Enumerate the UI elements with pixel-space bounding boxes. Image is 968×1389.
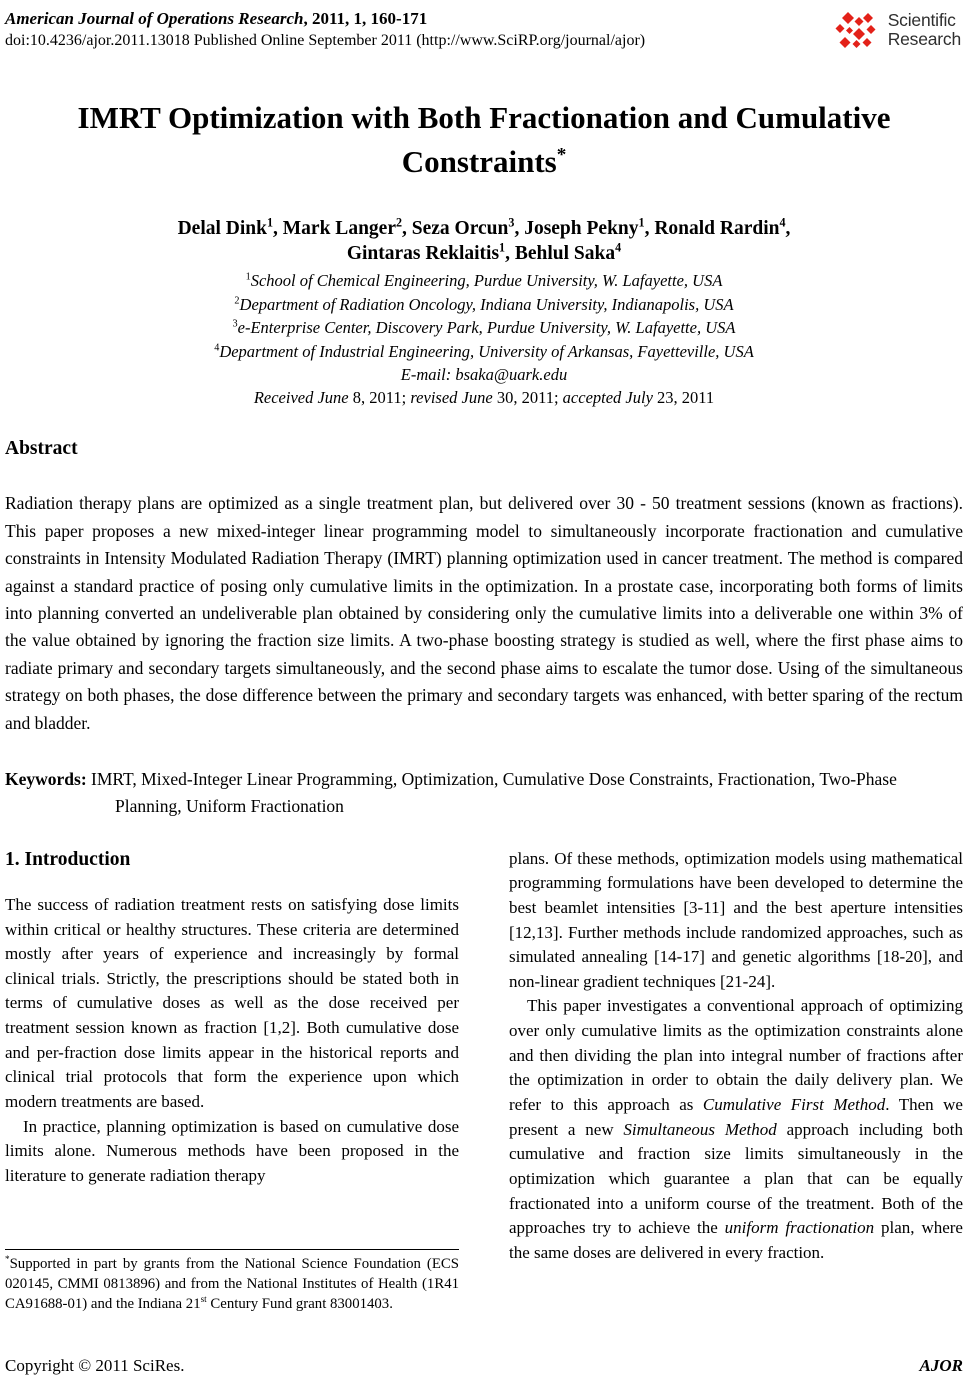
authors-line-2: Gintaras Reklaitis$^1$, Behlul Saka$^4$: [346, 240, 622, 264]
doi-line: doi:10.4236/ajor.2011.13018 Published Online September 2011 (http://www.SciRP.org/journal/ajor): [5, 32, 646, 50]
right-column: [509, 847, 963, 1315]
authors-block: [5, 216, 963, 267]
affiliations-block: [5, 269, 963, 363]
received-line: Received June 8, 2011; revised June 30, 2011; accepted July 23, 2011: [253, 388, 715, 408]
keywords-label: Keywords:: [5, 769, 87, 790]
page-header: [5, 8, 963, 52]
affiliation-line-4: $^4$Department of Industrial Engineering, University of Arkansas, Fayetteville, USA: [214, 341, 754, 361]
publisher-logo: [835, 10, 961, 50]
affiliation-line-1: $^1$School of Chemical Engineering, Purdue University, W. Lafayette, USA: [245, 271, 723, 291]
journal-abbreviation: AJOR: [919, 1356, 963, 1375]
keywords-block: [5, 766, 963, 820]
paper-title: IMRT Optimization with Both Fractionation and Cumulative Constraints*: [77, 99, 891, 179]
scientific-research-logo-icon: [835, 10, 881, 50]
abstract-text: Radiation therapy plans are optimized as a single treatment plan, but delivered over 30 - 50 treatment sessions (known as fractions). This paper proposes a new mixed-integer linear programming model to simultaneously incorporate fractionation and cumulative constraints in Intensity Modulated Radiation Therapy (IMRT) planning optimization used in cancer treatment. The method is compared against a standard practice of posing only cumulative limits in the optimization. In a prostate case, incorporating both forms of limits into planning converted an undeliverable plan obtained by considering only the cumulative limits into a deliverable one within 3% of the value obtained by ignoring the fraction size limits. A two-phase boosting strategy is studied as well, where the first phase aims to radiate primary and secondary targets simultaneously, and the second phase aims to escalate the tumor dose. Using of the simultaneous strategy on both phases, the dose difference between the primary and secondary targets was enhanced, with better sparing of the rectum and bladder.: [5, 493, 963, 733]
journal-info: [5, 8, 645, 52]
logo-text-line-1: Scientific: [887, 10, 956, 30]
abstract-heading: Abstract: [5, 437, 78, 459]
intro-paragraph-4: This paper investigates a conventional approach of optimizing over only cumulative limits as the optimization constraints alone and then dividing the plan into integral number of fractions after the optimization in order to obtain the daily delivery plan. We refer to this approach as Cumulative First Method. Then we present a new Simultaneous Method approach including both cumulative and fraction size limits simultaneously in the optimization which guarantee a plan that can be equally fractionated into a uniform course of the treatment. Both of the approaches try to achieve the uniform fractionation plan, where the same doses are delivered in every fraction.: [509, 996, 963, 1262]
affiliation-line-2: $^2$Department of Radiation Oncology, Indiana University, Indianapolis, USA: [234, 294, 734, 314]
section-heading-introduction: 1. Introduction: [5, 848, 131, 870]
page-footer: [5, 1356, 963, 1376]
logo-text-line-2: Research: [887, 28, 961, 49]
two-column-body: [5, 847, 963, 1315]
authors-line-1: Delal Dink$^1$, Mark Langer$^2$, Seza Orcun$^3$, Joseph Pekny$^1$, Ronald Rardin$^4$,: [177, 215, 791, 239]
copyright-text: Copyright © 2011 SciRes.: [5, 1356, 185, 1375]
journal-citation: American Journal of Operations Research, 2011, 1, 160-171: [5, 9, 428, 28]
intro-paragraph-3: plans. Of these methods, optimization models using mathematical programming formulations have been developed to determine the best beamlet intensities [3-11] and the best aperture intensities [12,13]. Further methods include randomized approaches, such as simulated annealing [14-17] and genetic algorithms [18-20], and non-linear gradient techniques [21-24].: [509, 848, 963, 991]
intro-paragraph-2: In practice, planning optimization is based on cumulative dose limits alone. Numerous methods have been proposed in the literature to generate radiation therapy: [5, 1116, 459, 1185]
affiliation-line-3: $^3$e-Enterprise Center, Discovery Park, Purdue University, W. Lafayette, USA: [232, 318, 736, 338]
email-line: E-mail: bsaka@uark.edu: [400, 364, 568, 384]
keywords-text: IMRT, Mixed-Integer Linear Programming, Optimization, Cumulative Dose Constraints, Fractionation, Two-Phase Planning, Uniform Fractionation: [86, 769, 897, 817]
intro-paragraph-1: The success of radiation treatment rests on satisfying dose limits within critical or healthy structures. These criteria are determined mostly after years of experience and increasingly by formal clinical trials. Strictly, the prescriptions should be stated both in terms of cumulative doses as well as the dose received per treatment session known as fraction [1,2]. Both cumulative dose and per-fraction dose limits appear in the historical reports and clinical trial protocols that form the experience upon which modern treatments are based.: [5, 894, 459, 1112]
left-column: [5, 847, 459, 1315]
logo-text: [888, 10, 961, 48]
footnote: *Supported in part by grants from the National Science Foundation (ECS 020145, CMMI 0813896) and from the National Institutes of Health (1R41 CA91688-01) and the Indiana 21st Century Fund grant 83001403.: [5, 1249, 459, 1315]
